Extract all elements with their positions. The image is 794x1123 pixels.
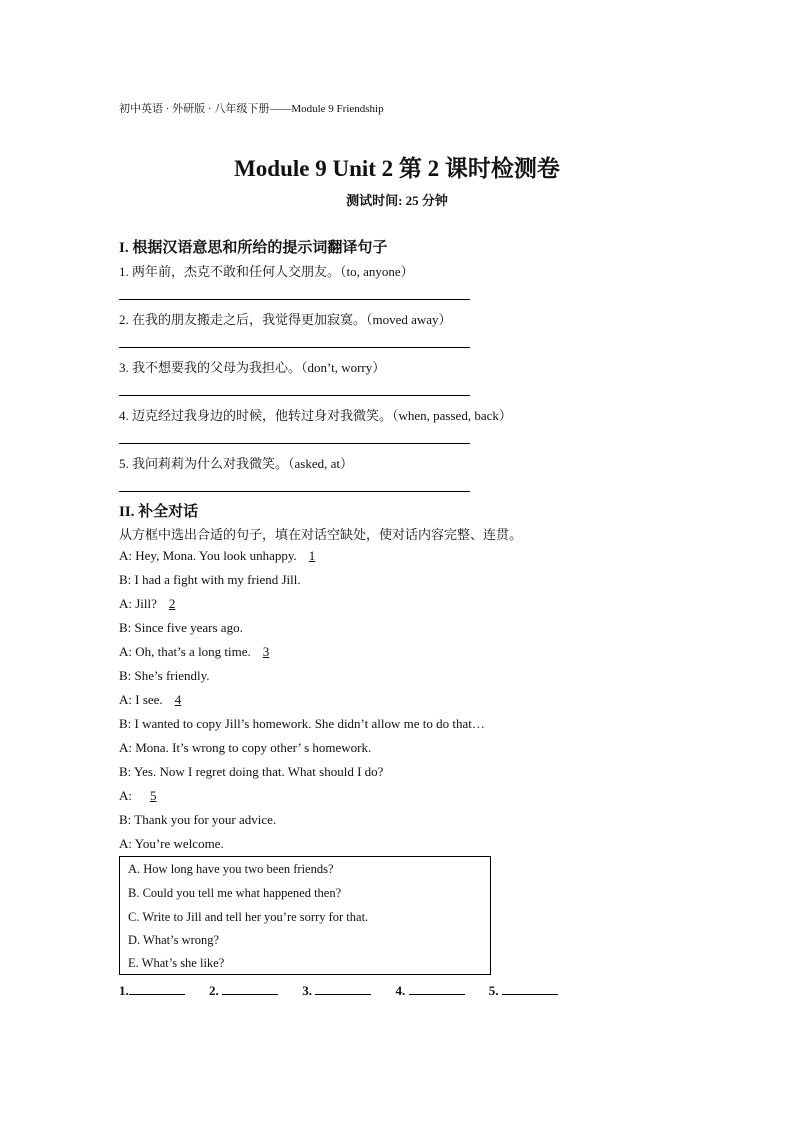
section-1-heading: I. 根据汉语意思和所给的提示词翻译句子 xyxy=(119,240,388,256)
translation-question-3: 3. 我不想要我的父母为我担心。（don’t, worry） xyxy=(119,360,386,375)
section-2-instruction: 从方框中选出合适的句子，填在对话空缺处，使对话内容完整、连贯。 xyxy=(119,527,523,542)
dialogue-line: A: 5 xyxy=(119,788,163,804)
answer-line-5[interactable] xyxy=(119,491,470,492)
option-e: E. What’s she like? xyxy=(128,956,225,970)
dialogue-line: B: Yes. Now I regret doing that. What should I do? xyxy=(119,764,384,779)
dialogue-blank-4[interactable]: 4 xyxy=(174,692,182,707)
option-b: B. Could you tell me what happened then? xyxy=(128,886,342,900)
option-d: D. What’s wrong? xyxy=(128,933,220,947)
dialogue-line: B: I wanted to copy Jill’s homework. She didn’t allow me to do that… xyxy=(119,716,485,731)
dialogue-line: A: Mona. It’s wrong to copy other’ s homework. xyxy=(119,740,372,755)
section-2-heading: II. 补全对话 xyxy=(119,504,199,520)
answer-slot-4[interactable]: 4. xyxy=(396,983,465,999)
dialogue-line: B: I had a fight with my friend Jill. xyxy=(119,572,301,587)
answer-slot-1[interactable]: 1. xyxy=(119,983,185,999)
dialogue-line: A: You’re welcome. xyxy=(119,836,224,851)
option-a: A. How long have you two been friends? xyxy=(128,862,334,876)
answer-line-3[interactable] xyxy=(119,395,470,396)
translation-question-1: 1. 两年前，杰克不敢和任何人交朋友。（to, anyone） xyxy=(119,264,414,279)
translation-question-5: 5. 我问莉莉为什么对我微笑。（asked, at） xyxy=(119,456,353,471)
dialogue-line: B: Thank you for your advice. xyxy=(119,812,277,827)
answer-line-4[interactable] xyxy=(119,443,470,444)
dialogue-line: A: I see. 4 xyxy=(119,692,187,708)
answer-slot-5[interactable]: 5. xyxy=(489,983,558,999)
answer-slot-3[interactable]: 3. xyxy=(302,983,371,999)
test-time: 测试时间: 25 分钟 xyxy=(346,193,448,208)
page-title: Module 9 Unit 2 第 2 课时检测卷 xyxy=(234,156,560,181)
answer-line-1[interactable] xyxy=(119,299,470,300)
dialogue-blank-1[interactable]: 1 xyxy=(308,548,316,563)
answer-slot-2[interactable]: 2. xyxy=(209,983,278,999)
answer-line-2[interactable] xyxy=(119,347,470,348)
dialogue-blank-3[interactable]: 3 xyxy=(262,644,270,659)
dialogue-blank-2[interactable]: 2 xyxy=(168,596,176,611)
translation-question-4: 4. 迈克经过我身边的时候，他转过身对我微笑。（when, passed, back） xyxy=(119,408,512,423)
header-note: 初中英语 · 外研版 · 八年级下册——Module 9 Friendship xyxy=(119,103,384,115)
dialogue-line: A: Jill? 2 xyxy=(119,596,181,612)
translation-question-2: 2. 在我的朋友搬走之后，我觉得更加寂寞。（moved away） xyxy=(119,312,452,327)
options-box xyxy=(119,856,491,975)
answer-row xyxy=(119,983,579,999)
option-c: C. Write to Jill and tell her you’re sorry for that. xyxy=(128,910,369,924)
dialogue-line: B: Since five years ago. xyxy=(119,620,243,635)
dialogue-line: A: Hey, Mona. You look unhappy. 1 xyxy=(119,548,321,564)
dialogue-blank-5[interactable]: 5 xyxy=(150,788,157,803)
dialogue-line: B: She’s friendly. xyxy=(119,668,210,683)
dialogue-line: A: Oh, that’s a long time. 3 xyxy=(119,644,275,660)
